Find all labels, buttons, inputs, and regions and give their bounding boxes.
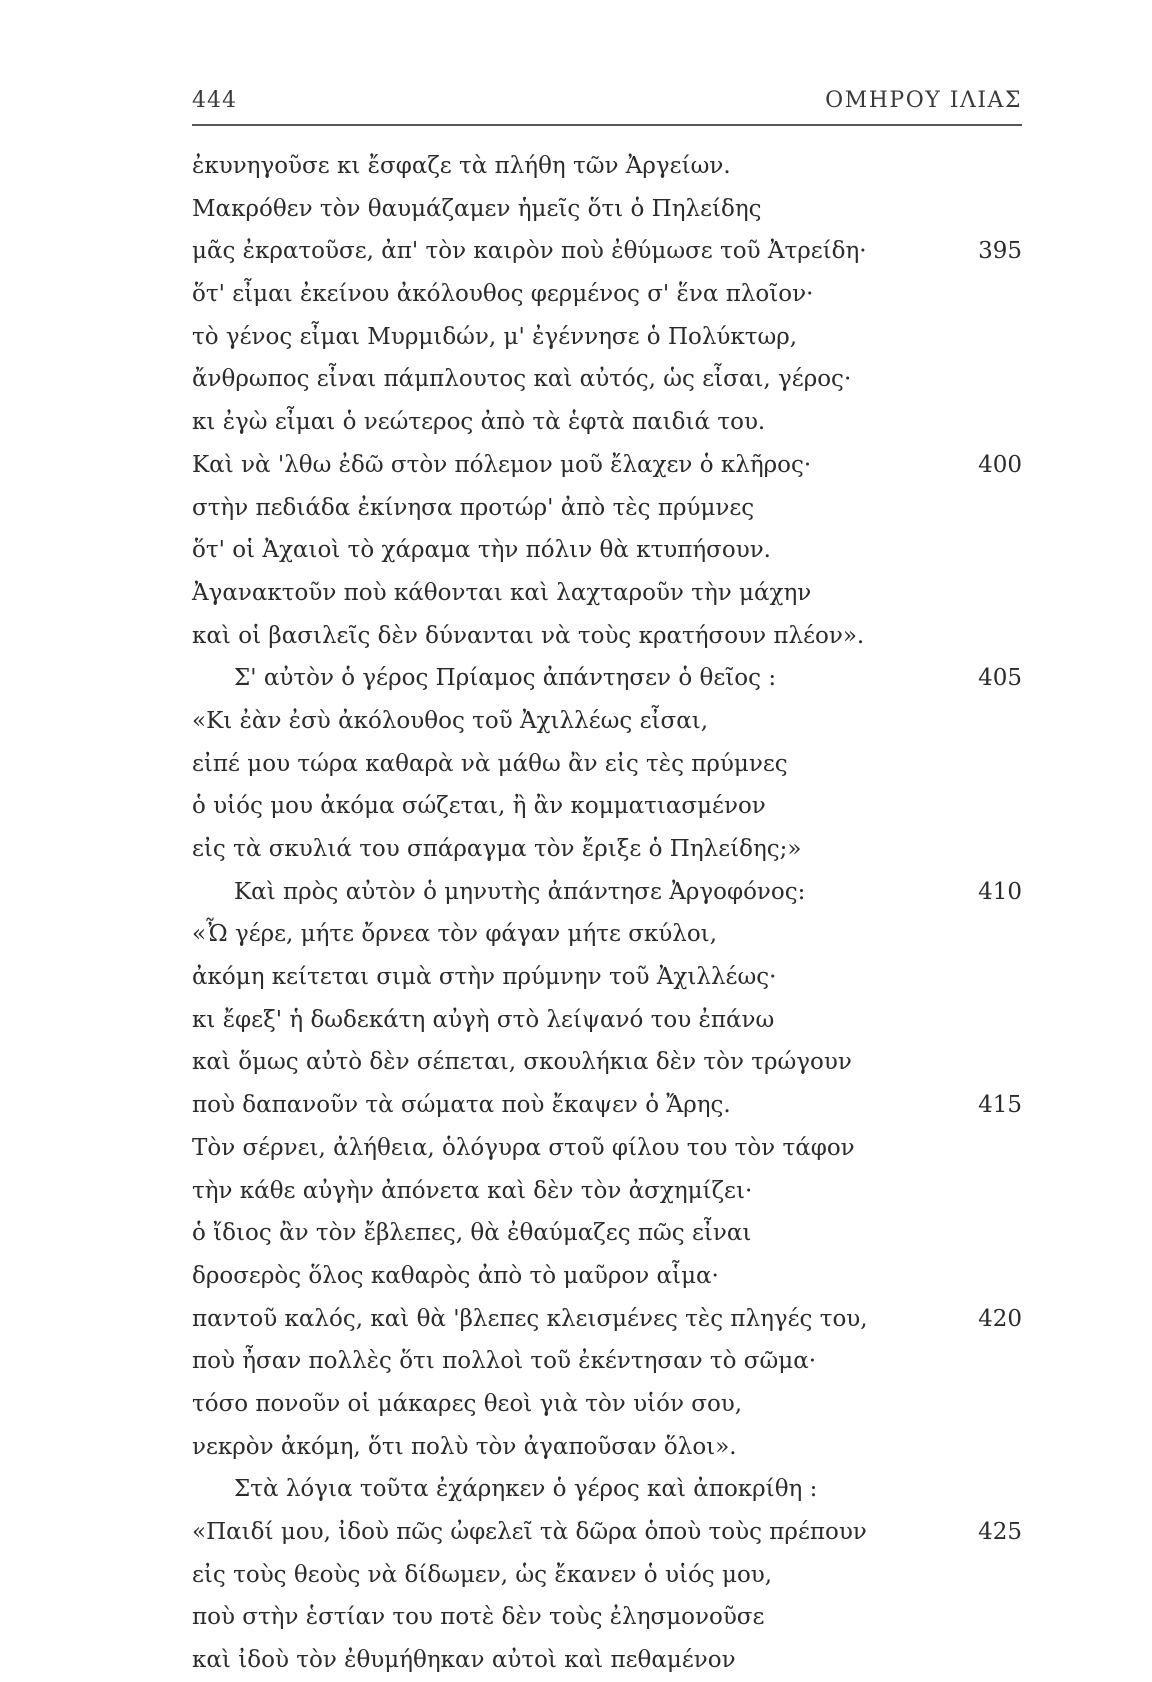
verse-line [192,913,1022,956]
verse-text: Καὶ πρὸς αὐτὸν ὁ μηνυτὴς ἀπάντησε Ἀργοφόνος: [234,878,806,905]
running-title: ΟΜΗΡΟΥ ΙΛΙΑΣ [825,88,1022,113]
verse-text: παντοῦ καλός, καὶ θὰ 'βλεπες κλεισμένες τὲς πληγές του, [192,1305,868,1332]
verse-line [192,230,1022,273]
verse-line [192,999,1022,1042]
verse-text: ὁ ἴδιος ἂν τὸν ἔβλεπες, θὰ ἐθαύμαζες πῶς εἶναι [192,1220,752,1247]
verse-text: εἰς τὰ σκυλιά του σπάραγμα τὸν ἔριξε ὁ Πηλείδης;» [192,836,802,862]
verse-line [192,1340,1022,1383]
verse-text: Καὶ νὰ 'λθω ἐδῶ στὸν πόλεμον μοῦ ἔλαχεν ὁ κλῆρος· [192,451,812,478]
verse-line [192,487,1022,530]
line-number: 415 [978,1092,1022,1119]
verse-line [192,401,1022,444]
verse-text: «Παιδί μου, ἰδοὺ πῶς ὠφελεῖ τὰ δῶρα ὁποὺ τοὺς πρέπουν [192,1519,867,1545]
verse-text: καὶ ἰδοὺ τὸν ἐθυμήθηκαν αὐτοὶ καὶ πεθαμένον [192,1647,736,1674]
verse-line [192,1298,1022,1341]
verse-text: ἀκόμη κείτεται σιμὰ στὴν πρύμνην τοῦ Ἀχιλλέως· [192,964,777,991]
verse-block [192,145,1022,1682]
verse-line [192,444,1022,487]
line-number: 410 [978,878,1022,905]
verse-text: ποὺ ἦσαν πολλὲς ὅτι πολλοὶ τοῦ ἐκέντησαν τὸ σῶμα· [192,1348,817,1375]
verse-line [192,145,1022,188]
verse-text: εἰπέ μου τώρα καθαρὰ νὰ μάθω ἂν εἰς τὲς πρύμνες [192,750,788,777]
verse-text: κι ἐγὼ εἶμαι ὁ νεώτερος ἀπὸ τὰ ἑφτὰ παιδιά του. [192,409,766,436]
line-number: 400 [978,451,1022,478]
line-number: 395 [978,238,1022,265]
verse-line [192,828,1022,871]
verse-text: ὅτ' οἱ Ἀχαιοὶ τὸ χάραμα τὴν πόλιν θὰ κτυπήσουν. [192,537,771,564]
verse-text: Τὸν σέρνει, ἀλήθεια, ὁλόγυρα στοῦ φίλου του τὸν τάφον [192,1134,855,1161]
verse-text: ποὺ δαπανοῦν τὰ σώματα ποὺ ἔκαψεν ὁ Ἄρης. [192,1092,731,1119]
verse-line [192,316,1022,359]
verse-text: Μακρόθεν τὸν θαυμάζαμεν ἡμεῖς ὅτι ὁ Πηλείδης [192,195,762,222]
verse-text: τὴν κάθε αὐγὴν ἀπόνετα καὶ δὲν τὸν ἀσχημίζει· [192,1177,753,1204]
verse-line [192,743,1022,786]
verse-text: μᾶς ἐκρατοῦσε, ἀπ' τὸν καιρὸν ποὺ ἐθύμωσε τοῦ Ἀτρείδη· [192,238,867,265]
verse-line [192,1596,1022,1639]
verse-line [192,529,1022,572]
verse-line [192,273,1022,316]
verse-line [192,1170,1022,1213]
verse-line [192,1041,1022,1084]
line-number: 425 [978,1519,1022,1545]
verse-line [192,1127,1022,1170]
verse-line [192,188,1022,231]
verse-text: στὴν πεδιάδα ἐκίνησα προτώρ' ἀπὸ τὲς πρύμνες [192,494,755,521]
verse-line [192,358,1022,401]
verse-line [192,615,1022,658]
line-number: 420 [978,1305,1022,1332]
verse-text: καὶ οἱ βασιλεῖς δὲν δύνανται νὰ τοὺς κρατήσουν πλέον». [192,622,865,649]
header-rule [192,124,1022,126]
verse-text: τὸ γένος εἶμαι Μυρμιδών, μ' ἐγέννησε ὁ Πολύκτωρ, [192,323,798,350]
verse-line [192,1212,1022,1255]
verse-text: καὶ ὅμως αὐτὸ δὲν σέπεται, σκουλήκια δὲν τὸν τρώγουν [192,1049,852,1076]
verse-text: «Ὦ γέρε, μήτε ὄρνεα τὸν φάγαν μήτε σκύλοι, [192,921,718,948]
verse-text: ἄνθρωπος εἶναι πάμπλουτος καὶ αὐτός, ὡς εἶσαι, γέρος· [192,366,852,393]
verse-text: ποὺ στὴν ἑστίαν του ποτὲ δὲν τοὺς ἐλησμονοῦσε [192,1604,765,1631]
verse-text: κι ἔφεξ' ἡ δωδεκάτη αὐγὴ στὸ λείψανό του ἐπάνω [192,1006,775,1033]
verse-line [192,956,1022,999]
verse-line [192,785,1022,828]
verse-line [192,700,1022,743]
verse-line [192,1383,1022,1426]
verse-text: «Κι ἐὰν ἐσὺ ἀκόλουθος τοῦ Ἀχιλλέως εἶσαι, [192,707,709,734]
verse-text: ὁ υἱός μου ἀκόμα σώζεται, ἢ ἂν κομματιασμένον [192,793,766,820]
verse-line [192,1084,1022,1127]
verse-line [192,1426,1022,1469]
verse-text: Ἀγανακτοῦν ποὺ κάθονται καὶ λαχταροῦν τὴν μάχην [192,579,812,606]
verse-line [192,1639,1022,1682]
verse-line [192,1468,1022,1511]
verse-line [192,871,1022,914]
verse-line [192,1554,1022,1597]
verse-text: ἐκυνηγοῦσε κι ἔσφαζε τὰ πλήθη τῶν Ἀργείων. [192,153,731,179]
page-number: 444 [192,88,237,113]
verse-text: τόσο πονοῦν οἱ μάκαρες θεοὶ γιὰ τὸν υἱόν σου, [192,1390,743,1417]
line-number: 405 [978,665,1022,692]
verse-text: ὅτ' εἶμαι ἐκείνου ἀκόλουθος φερμένος σ' ἕνα πλοῖον· [192,281,814,308]
verse-text: εἰς τοὺς θεοὺς νὰ δίδωμεν, ὡς ἔκανεν ὁ υἱός μου, [192,1561,773,1588]
verse-line [192,657,1022,700]
verse-line [192,1255,1022,1298]
verse-text: Σ' αὐτὸν ὁ γέρος Πρίαμος ἀπάντησεν ὁ θεῖος : [234,665,777,692]
verse-line [192,572,1022,615]
verse-text: Στὰ λόγια τοῦτα ἐχάρηκεν ὁ γέρος καὶ ἀποκρίθη : [234,1476,818,1503]
verse-text: δροσερὸς ὅλος καθαρὸς ἀπὸ τὸ μαῦρον αἷμα· [192,1262,719,1289]
verse-text: νεκρὸν ἀκόμη, ὅτι πολὺ τὸν ἀγαποῦσαν ὅλοι». [192,1433,737,1460]
verse-line [192,1511,1022,1554]
